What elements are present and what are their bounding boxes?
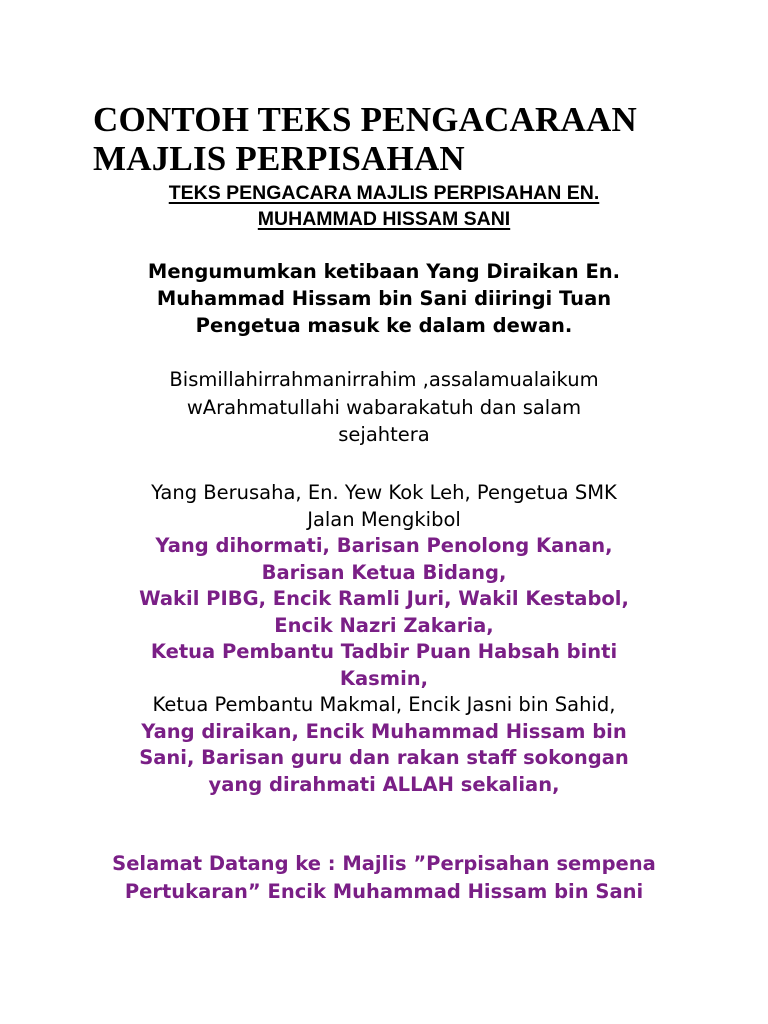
- honorific-line-5: Wakil PIBG, Encik Ramli Juri, Wakil Kestabol,: [139, 587, 629, 610]
- honorifics-paragraph: [64, 480, 704, 798]
- honorific-line-9: Ketua Pembantu Makmal, Encik Jasni bin Sahid,: [152, 693, 616, 716]
- honorific-line-6: Encik Nazri Zakaria,: [274, 613, 494, 637]
- announcement-line-2: Muhammad Hissam bin Sani diiringi Tuan: [156, 287, 612, 310]
- honorific-line-11: Sani, Barisan guru dan rakan staff sokongan: [139, 746, 629, 769]
- greeting-line-2: wArahmatullahi wabarakatuh dan salam: [186, 395, 582, 419]
- welcome-line-2: Pertukaran” Encik Muhammad Hissam bin Sani: [124, 880, 644, 903]
- honorific-line-4: Barisan Ketua Bidang,: [261, 560, 507, 584]
- title-line-1: CONTOH TEKS PENGACARAAN: [93, 100, 637, 139]
- honorific-line-8: Kasmin,: [339, 666, 429, 690]
- announcement-line-3: Pengetua masuk ke dalam dewan.: [195, 314, 573, 337]
- honorific-line-12: yang dirahmati ALLAH sekalian,: [208, 772, 560, 796]
- greeting-line-1: Bismillahirrahmanirrahim ,assalamualaikum: [169, 368, 599, 391]
- announcement-line-1: Mengumumkan ketibaan Yang Diraikan En.: [147, 260, 621, 283]
- subtitle-line-2: MUHAMMAD HISSAM SANI: [257, 208, 511, 230]
- welcome-line-1: Selamat Datang ke : Majlis ”Perpisahan sempena: [112, 852, 656, 875]
- welcome-paragraph: [64, 850, 704, 906]
- honorific-line-7: Ketua Pembantu Tadbir Puan Habsah binti: [150, 640, 618, 663]
- honorific-line-2: Jalan Mengkibol: [307, 507, 461, 531]
- announcement-paragraph: [64, 258, 704, 339]
- greeting-line-3: sejahtera: [338, 423, 430, 446]
- greeting-paragraph: [64, 366, 704, 449]
- honorific-line-10: Yang diraikan, Encik Muhammad Hissam bin: [141, 719, 627, 743]
- document-title: [93, 100, 733, 178]
- title-line-2: MAJLIS PERPISAHAN: [93, 139, 465, 178]
- subtitle-line-1: TEKS PENGACARA MAJLIS PERPISAHAN EN.: [168, 182, 600, 204]
- honorific-line-1: Yang Berusaha, En. Yew Kok Leh, Pengetua SMK: [151, 481, 617, 504]
- document-subtitle: [64, 180, 704, 232]
- honorific-line-3: Yang dihormati, Barisan Penolong Kanan,: [155, 534, 613, 557]
